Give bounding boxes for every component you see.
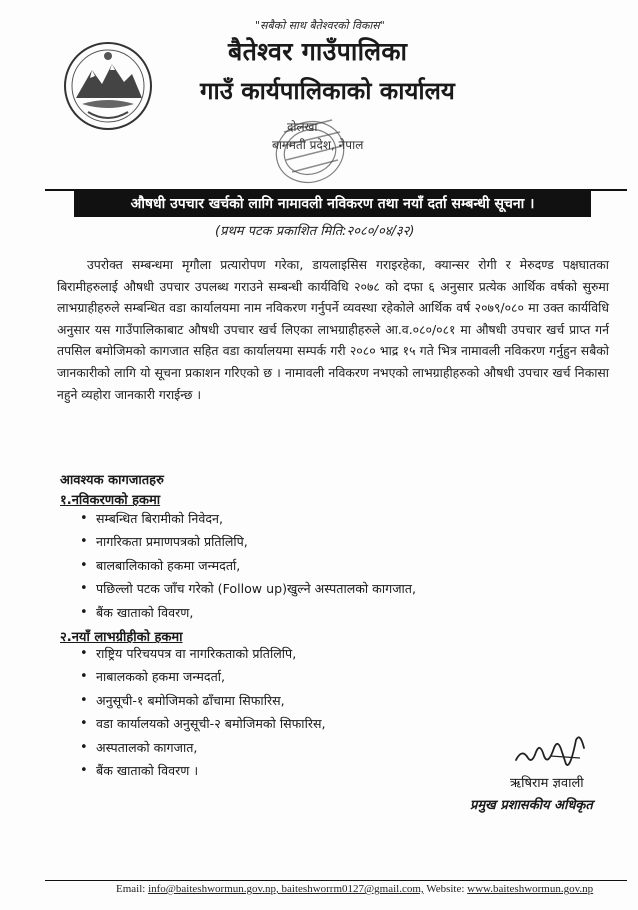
list-item-text: वडा कार्यालयको अनुसूची-२ बमोजिमको सिफारिस, <box>96 716 326 732</box>
nepal-emblem-icon <box>62 40 154 132</box>
list-item-text: पछिल्लो पटक जाँच गरेको (Follow up)खुल्ने अस्पतालको कागजात, <box>96 581 416 597</box>
list-item <box>62 507 502 530</box>
website-link[interactable]: www.baiteshwormun.gov.np <box>467 883 594 895</box>
list-item-text: राष्ट्रिय परिचयपत्र वा नागरिकताको प्रतिलिपि, <box>96 646 297 661</box>
bullet-icon: • <box>80 669 88 685</box>
renewal-section-heading: १.नविकरणको हकमा <box>60 493 161 508</box>
list-item <box>62 689 502 712</box>
bullet-icon: • <box>80 534 88 550</box>
bullet-icon: • <box>80 604 88 620</box>
list-item-text: सम्बन्धित बिरामीको निवेदन, <box>96 511 224 526</box>
website-label: Website: <box>426 883 465 895</box>
signatory-name: ऋषिराम ज्ञवाली <box>510 776 584 791</box>
list-item-text: बैंक खाताको विवरण, <box>96 604 194 620</box>
list-item <box>62 554 502 577</box>
tagline: "सबैको साथ बैतेश्वरको विकास" <box>255 19 385 32</box>
new-beneficiary-documents-list <box>62 642 502 782</box>
bullet-icon: • <box>80 716 88 732</box>
list-item <box>62 759 502 782</box>
bullet-icon: • <box>80 692 88 708</box>
published-date: (प्रथम पटक प्रकाशित मिति:२०८०/०४/३२) <box>215 224 415 239</box>
bullet-icon: • <box>80 511 88 526</box>
email-label: Email: <box>116 883 146 895</box>
list-item <box>62 712 502 735</box>
list-item <box>62 530 502 553</box>
list-item-text: नाबालकको हकमा जन्मदर्ता, <box>96 669 226 685</box>
renewal-documents-list <box>62 507 502 624</box>
list-item <box>62 736 502 759</box>
email-links[interactable]: info@baiteshwormun.gov.np, baiteshworrm0127@gmail.com, <box>148 883 424 895</box>
bullet-icon: • <box>80 762 88 778</box>
list-item <box>62 577 502 600</box>
footer-contact <box>116 883 593 895</box>
notice-title-banner: औषधी उपचार खर्चको लागि नामावली नविकरण तथा नयाँ दर्ता सम्बन्धी सूचना । <box>74 191 591 217</box>
footer-divider <box>45 880 627 881</box>
address-district: दोलखा <box>287 120 318 134</box>
list-item <box>62 665 502 688</box>
list-item-text: अस्पतालको कागजात, <box>96 739 198 755</box>
bullet-icon: • <box>80 581 88 597</box>
bullet-icon: • <box>80 646 88 661</box>
signatory-title: प्रमुख प्रशासकीय अधिकृत <box>470 798 593 813</box>
list-item <box>62 642 502 665</box>
list-item-text: बैंक खाताको विवरण । <box>96 762 199 778</box>
required-documents-heading: आवश्यक कागजातहरु <box>60 473 164 488</box>
list-item-text: नागरिकता प्रमाणपत्रको प्रतिलिपि, <box>96 534 248 550</box>
address-province: बागमती प्रदेश, नेपाल <box>272 138 364 152</box>
list-item-text: बालबालिकाको हकमा जन्मदर्ता, <box>96 557 241 573</box>
notice-body: उपरोक्त सम्बन्धमा मृगौला प्रत्यारोपण गरेका, डायलाइसिस गराइरहेका, क्यान्सर रोगी र मेरुदण्ड पक्षघातका बिरामीहरुलाई औषधी उपचार उपलब्ध गराउने सम्बन्धी कार्यविधि २०७८ को दफा ६ अनुसार प्रत्येक आर्थिक वर्षको सुरुमा लाभग्राहीहरुले सम्बन्धित वडा कार्यालयमा नाम नविकरण गर्नुपर्ने व्यवस्था रहेकोले आर्थिक वर्ष २०७९/०८० मा उक्त कार्यविधि अनुसार यस गाउँपालिकाबाट औषधी उपचार खर्च लिएका लाभग्राहीहरुले आ.व.०८०/०८१ मा औषधी उपचार खर्च प्राप्त गर्न तपसिल बमोजिमको कागजात सहित वडा कार्यालयमा सम्पर्क गरी २०८० भाद्र १५ गते भित्र नामावली नविकरण गर्नुहुन सबैको जानकारीको लागि यो सूचना प्रकाशन गरिएको छ । नामावली नविकरण नभएको लाभग्राहीहरुको औषधी उपचार खर्च निकासा नहुने व्यहोरा जानकारी गराईन्छ । <box>57 257 609 402</box>
office-title: गाउँ कार्यपालिकाको कार्यालय <box>200 77 455 105</box>
handwritten-signature-icon <box>510 730 590 772</box>
list-item-text: अनुसूची-१ बमोजिमको ढाँचामा सिफारिस, <box>96 692 285 708</box>
new-beneficiary-section-heading: २.नयाँ लाभग्रीहीको हकमा <box>60 630 183 645</box>
bullet-icon: • <box>80 557 88 573</box>
bullet-icon: • <box>80 739 88 755</box>
list-item <box>62 601 502 624</box>
municipality-title: बैतेश्वर गाउँपालिका <box>228 37 408 66</box>
